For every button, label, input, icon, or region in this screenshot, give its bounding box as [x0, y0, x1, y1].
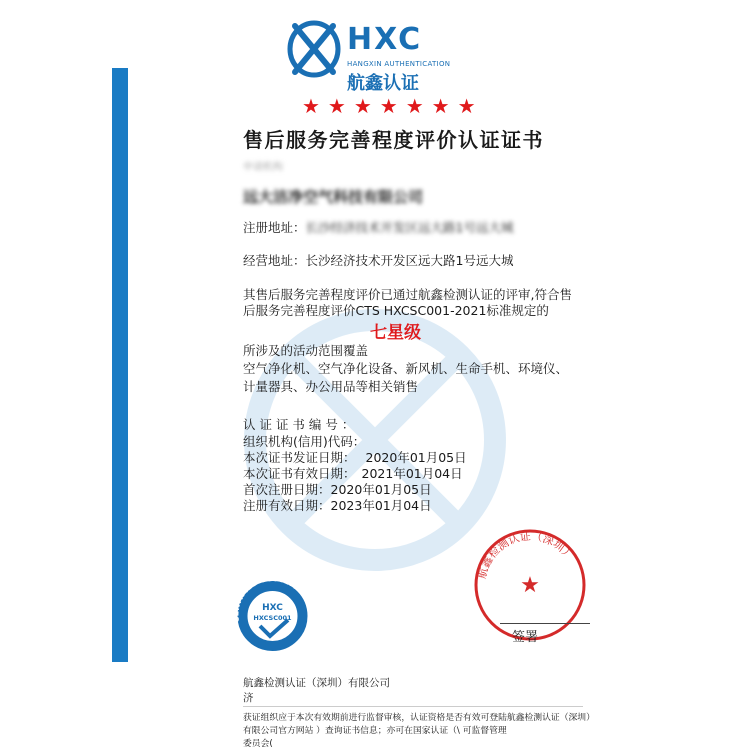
brand-logo [285, 18, 460, 94]
registered-address-value: 长沙经济技术开发区远大路1号远大城 [305, 220, 514, 235]
logo-subtitle: HANGXIN AUTHENTICATION [347, 60, 451, 68]
footer-note-2: 有限公司官方网站 ）查询证书信息；亦可在国家认证（\ 可监督管理 [243, 726, 507, 736]
certificate-title: 售后服务完善程度评价认证证书 [243, 128, 544, 152]
signature-line [500, 623, 590, 624]
star-level-badge: 七星级 [370, 323, 421, 343]
rating-stars: ★★★★★★★ [302, 94, 484, 118]
logo-brand-text: HXC [347, 22, 423, 57]
svg-text:★: ★ [520, 573, 540, 598]
valid-date-label: 本次证书有效日期： [243, 466, 356, 481]
logo-chinese-name: 航鑫认证 [347, 73, 419, 94]
certified-code: HXCSC001 [253, 614, 292, 622]
reg-valid-label: 注册有效日期： [243, 498, 331, 513]
issue-date-label: 本次证书发证日期： [243, 450, 356, 465]
applicant-label: 申请机构 [243, 162, 283, 173]
registered-address-row [243, 218, 513, 236]
hxc-logo-icon [285, 18, 343, 80]
reg-valid-row [243, 496, 432, 514]
issue-date-value: 2020年01月05日 [365, 450, 467, 465]
reg-valid-value: 2023年01月04日 [330, 498, 432, 513]
valid-date-value: 2021年01月04日 [361, 466, 463, 481]
footer-note-1: 获证组织应于本次有效期前进行监督审核，认证资格是否有效可登陆航鑫检测认证（深圳） [243, 713, 595, 723]
certified-brand: HXC [262, 603, 283, 613]
stamp-ring-text: 航鑫检测认证（深圳） [475, 529, 576, 581]
scope-line-1: 空气净化机、空气净化设备、新风机、生命手机、环境仪、 [243, 361, 569, 376]
statement-line-2: 后服务完善程度评价CTS HXCSC001-2021标准规定的 [243, 303, 549, 318]
certified-system-mark-icon [230, 570, 315, 655]
left-blue-bar [112, 68, 128, 662]
signature-label: 签署 [512, 630, 539, 645]
business-address-row [243, 251, 513, 269]
registered-address-label: 注册地址： [243, 220, 306, 235]
certified-ring-text: CERTIFIED SYSTEM [231, 573, 300, 624]
issuer-sub: 济 [243, 692, 254, 704]
cert-number-label: 认 证 证 书 编 号 ： [243, 417, 355, 432]
business-address-value: 长沙经济技术开发区远大路1号远大城 [305, 253, 514, 268]
first-reg-value: 2020年01月05日 [330, 482, 432, 497]
company-name: 远大洁净空气科技有限公司 [243, 188, 424, 206]
scope-heading: 所涉及的活动范围覆盖 [243, 343, 369, 358]
footer-note-3: 委员会( [243, 739, 273, 749]
business-address-label: 经营地址： [243, 253, 306, 268]
scope-line-2: 计量器具、办公用品等相关销售 [243, 379, 419, 394]
org-code-label: 组织机构(信用)代码： [243, 434, 366, 449]
footer-divider [243, 706, 583, 707]
issuer-name: 航鑫检测认证（深圳）有限公司 [243, 677, 390, 689]
first-reg-label: 首次注册日期： [243, 482, 331, 497]
statement-line-1: 其售后服务完善程度评价已通过航鑫检测认证的评审,符合售 [243, 287, 572, 302]
